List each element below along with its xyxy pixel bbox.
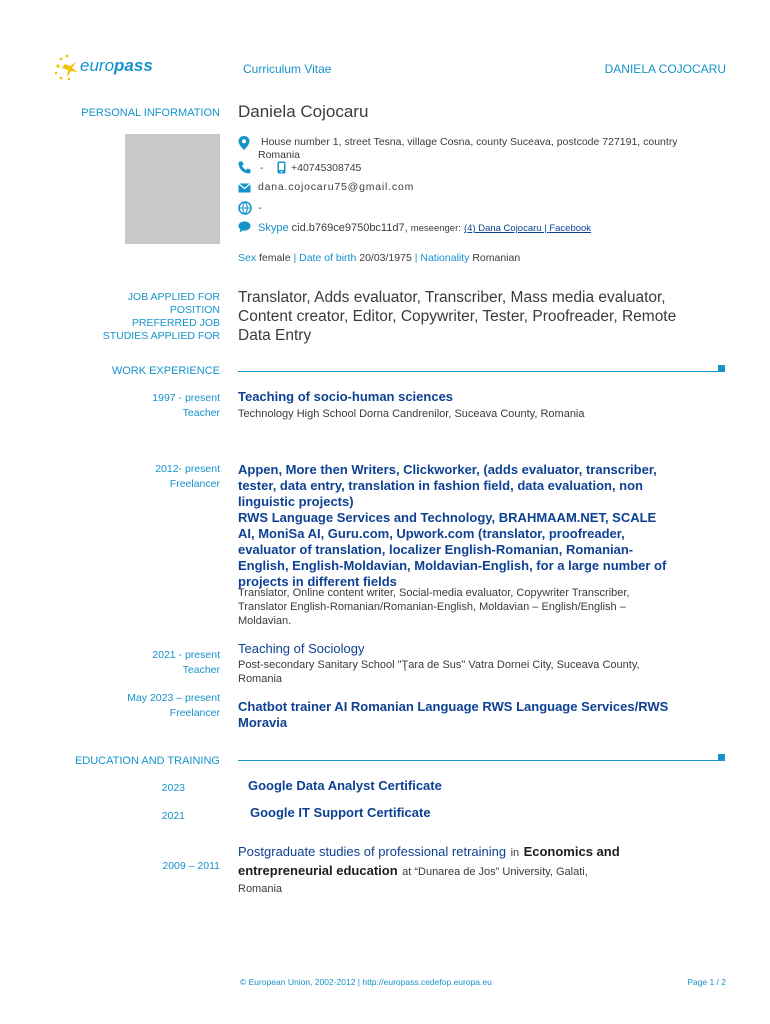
- education-line: [238, 843, 620, 862]
- footer-copyright: © European Union, 2002-2012 | http://europass.cedefop.europa.eu: [240, 977, 492, 987]
- section-marker: [718, 754, 725, 761]
- entry-title-line: Appen, More then Writers, Clickworker, (adds evaluator, transcriber,: [238, 462, 657, 477]
- nationality-value: Romanian: [472, 252, 521, 264]
- personal-info-label: PERSONAL INFORMATION: [81, 107, 220, 119]
- education-title: Google IT Support Certificate: [250, 805, 431, 820]
- globe-icon: [238, 201, 252, 215]
- job-label-line: JOB APPLIED FOR: [127, 291, 220, 303]
- sex-value: female: [259, 252, 291, 264]
- entry-date: 1997 - present: [152, 392, 220, 404]
- separator: |: [414, 252, 418, 264]
- entry-title-line: Chatbot trainer AI Romanian Language RWS Language Services/RWS: [238, 699, 669, 714]
- education-text: at “Dunarea de Jos” University, Galati,: [402, 866, 588, 878]
- work-experience-label: WORK EXPERIENCE: [111, 365, 220, 377]
- entry-role: Freelancer: [169, 707, 220, 719]
- entry-title-line: tester, data entry, translation in fashion field, data evaluation, non: [238, 478, 643, 493]
- section-divider: [238, 371, 718, 372]
- header-name: DANIELA COJOCARU: [604, 62, 726, 76]
- entry-title-line: projects in different fields: [238, 574, 397, 589]
- education-date: 2021: [161, 810, 185, 822]
- facebook-link[interactable]: (4) Dana Cojocaru | Facebook: [463, 223, 592, 234]
- education-title-block: [238, 843, 620, 898]
- entry-title-line: Moravia: [238, 715, 288, 730]
- location-pin-icon: [238, 136, 250, 150]
- entry-role: Teacher: [182, 407, 220, 419]
- education-text: Postgraduate studies of professional retraining: [238, 844, 507, 859]
- education-label: EDUCATION AND TRAINING: [74, 755, 220, 767]
- dob-value: 20/03/1975: [359, 252, 412, 264]
- entry-title-line: RWS Language Services and Technology, BRAHMAAM.NET, SCALE: [238, 510, 657, 525]
- education-date: 2009 – 2011: [162, 860, 220, 872]
- job-label-line: PREFERRED JOB: [131, 317, 220, 329]
- europass-logo: [52, 52, 162, 84]
- address-line2: Romania: [258, 149, 301, 161]
- job-applied-label: [30, 291, 220, 343]
- entry-description: [238, 586, 629, 628]
- email-icon: [238, 183, 251, 193]
- dob-label: Date of birth: [299, 252, 357, 264]
- im-line: [258, 222, 591, 234]
- place-line: Romania: [238, 673, 283, 685]
- education-title: Google Data Analyst Certificate: [248, 778, 442, 793]
- sex-label: Sex: [238, 252, 257, 264]
- entry-title-block: [238, 699, 668, 731]
- description-line: Translator, Online content writer, Social-media evaluator, Copywriter Transcriber,: [238, 587, 630, 599]
- entry-role: Teacher: [182, 664, 220, 676]
- entry-place: [238, 658, 640, 686]
- place-line: Post-secondary Sanitary School "Ţara de Sus" Vatra Dornei City, Suceava County,: [238, 659, 640, 671]
- phone-number: -: [260, 162, 264, 174]
- entry-date: 2021 - present: [152, 649, 220, 661]
- email-address: dana.cojocaru75@gmail.com: [258, 181, 415, 193]
- job-line: Translator, Adds evaluator, Transcriber, Mass media evaluator,: [238, 289, 666, 306]
- section-divider: [238, 760, 718, 761]
- education-text: entrepreneurial education: [238, 863, 398, 878]
- section-marker: [718, 365, 725, 372]
- website-value: -: [258, 202, 262, 214]
- education-text: Economics and: [523, 844, 620, 859]
- address-line1: House number 1, street Tesna, village Cosna, county Suceava, postcode 727191, country: [261, 136, 678, 148]
- photo-placeholder: [125, 134, 220, 244]
- chat-bubble-icon: [238, 221, 251, 233]
- entry-place: Technology High School Dorna Candrenilor, Suceava County, Romania: [238, 408, 585, 420]
- entry-date: May 2023 – present: [127, 692, 220, 704]
- description-line: Moldavian.: [238, 615, 292, 627]
- entry-date: 2012- present: [155, 463, 220, 475]
- cv-label: Curriculum Vitae: [243, 62, 332, 76]
- entry-title-line: AI, MoniSa AI, Guru.com, Upwork.com (translator, proofreader,: [238, 526, 625, 541]
- page-number: Page 1 / 2: [687, 977, 726, 987]
- phone-icon: [238, 161, 251, 174]
- messenger-label: meseenger:: [410, 223, 461, 234]
- skype-label: Skype: [258, 222, 289, 234]
- full-name: Daniela Cojocaru: [238, 102, 369, 121]
- entry-title-line: evaluator of translation, localizer English-Romanian, Romanian-: [238, 542, 634, 557]
- education-line: [238, 862, 620, 881]
- separator: |: [293, 252, 297, 264]
- education-text: in: [510, 847, 520, 859]
- entry-role: Freelancer: [169, 478, 220, 490]
- entry-title: Teaching of Sociology: [238, 641, 365, 656]
- skype-id: cid.b769ce9750bc11d7,: [291, 222, 408, 234]
- education-line: Romania: [238, 883, 283, 895]
- job-label-line: POSITION: [169, 304, 220, 316]
- description-line: Translator English-Romanian/Romanian-English, Moldavian – English/English –: [238, 601, 626, 613]
- entry-title-block: [238, 462, 666, 590]
- entry-title-line: English, English-Moldavian, Moldavian-English, for a large number of: [238, 558, 667, 573]
- personal-details-line: [238, 252, 520, 264]
- logo-text: europass: [80, 56, 153, 75]
- mobile-number: +40745308745: [291, 162, 362, 174]
- job-line: Data Entry: [238, 327, 312, 344]
- entry-title-line: linguistic projects): [238, 494, 354, 509]
- nationality-label: Nationality: [420, 252, 470, 264]
- job-applied-text: [238, 288, 676, 345]
- entry-title: Teaching of socio-human sciences: [238, 389, 454, 404]
- mobile-phone-icon: [277, 161, 286, 174]
- education-date: 2023: [161, 782, 185, 794]
- job-label-line: STUDIES APPLIED FOR: [102, 330, 220, 342]
- job-line: Content creator, Editor, Copywriter, Tester, Proofreader, Remote: [238, 308, 677, 325]
